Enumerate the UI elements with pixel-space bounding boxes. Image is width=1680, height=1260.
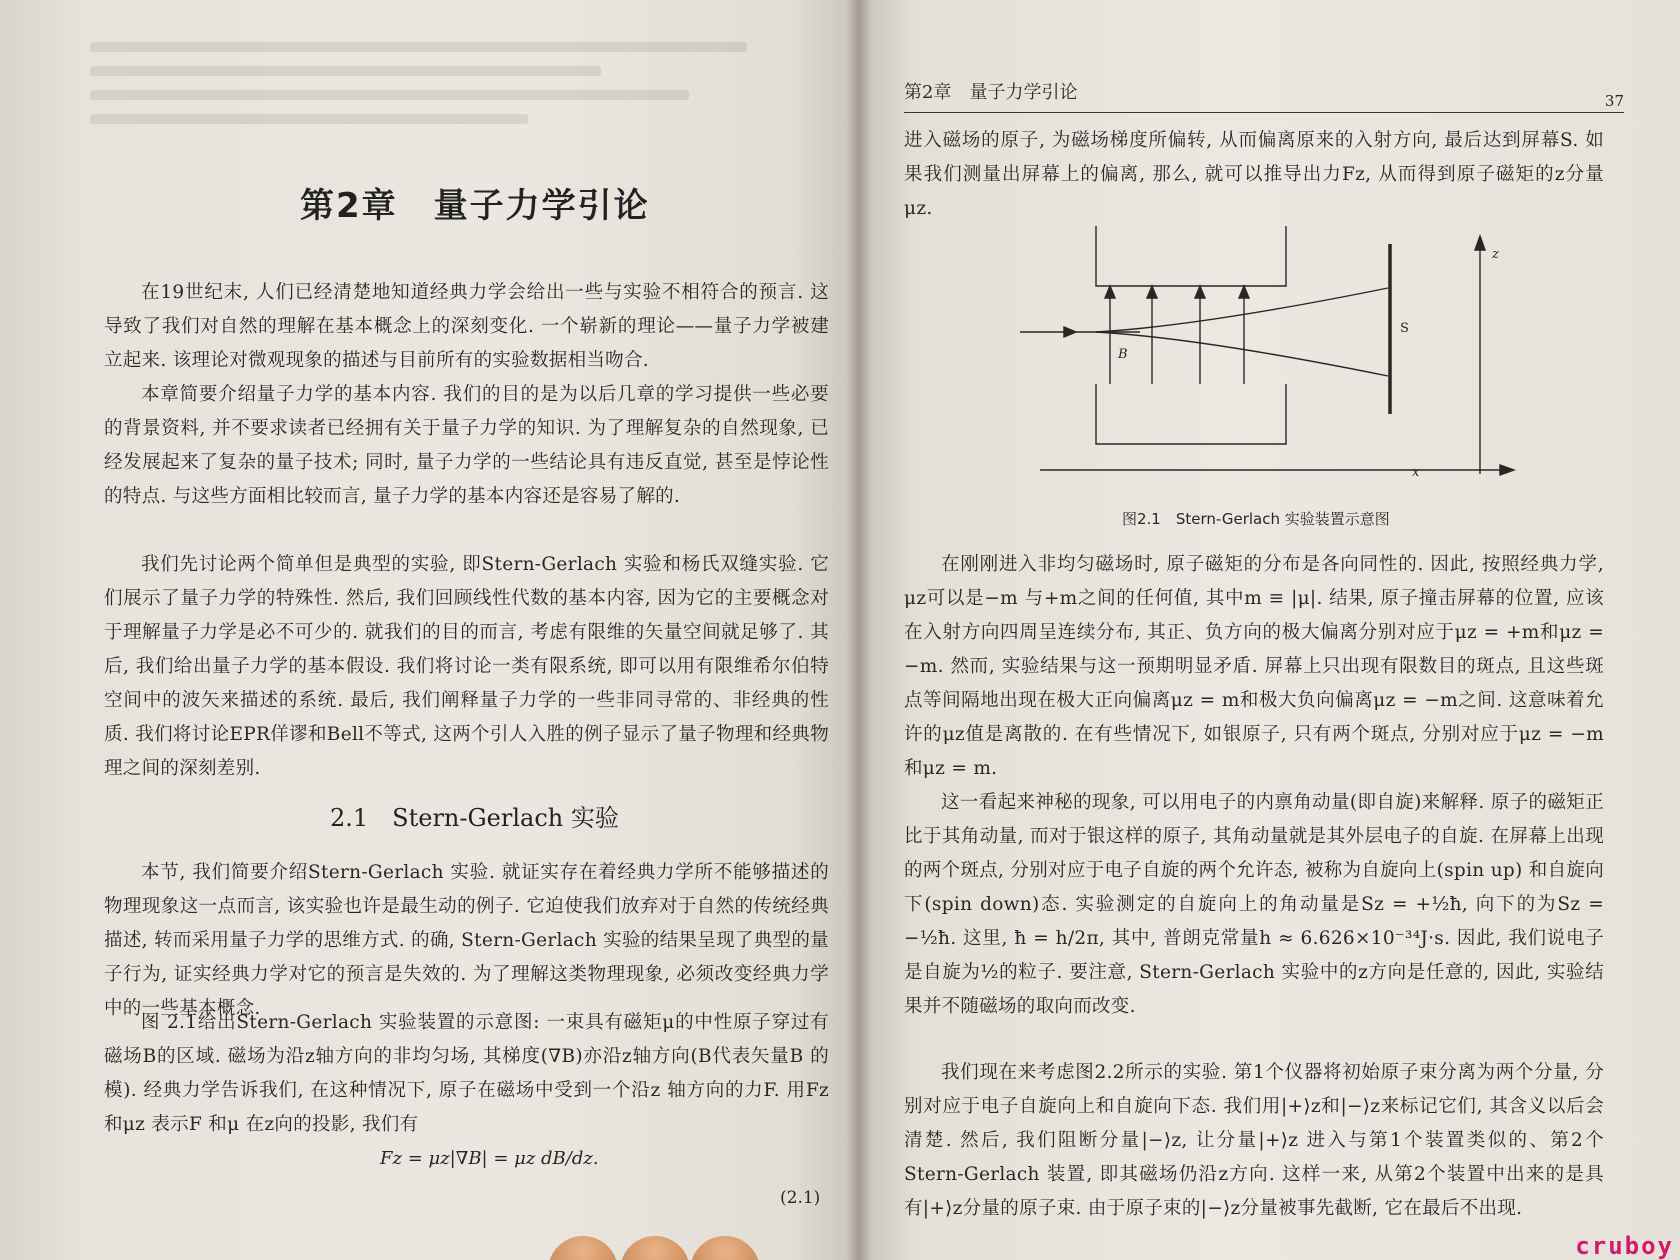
finger-tip	[548, 1236, 618, 1260]
paragraph-section-intro: 本节, 我们简要介绍Stern-Gerlach 实验. 就证实存在着经典力学所不能够描述的物理现象这一点而言, 该实验也许是最生动的例子. 它迫使我们放弃对于自然的传统经典描述, 转而采用量子力学的思维方式. 的确, Stern-Gerlach 实验的结果呈现了典型的量子行为, 证实经典力学对它的预言是失效的. 为了理解这类物理现象, 必须改变经典力学中的一些基本概念.	[104, 862, 829, 1019]
watermark: cruboy	[1575, 1232, 1674, 1260]
book-spine-gutter	[846, 0, 872, 1260]
figure-caption: 图2.1 Stern-Gerlach 实验装置示意图	[1122, 510, 1390, 528]
bleed-through-text	[90, 28, 820, 168]
beam-lower	[1096, 332, 1388, 376]
upper-magnet	[1096, 226, 1286, 286]
paragraph-spin: 这一看起来神秘的现象, 可以用电子的内禀角动量(即自旋)来解释. 原子的磁矩正比于其角动量, 而对于银这样的原子, 其角动量就是其外层电子的自旋. 在屏幕上出现的两个斑点, 分别对应于电子自旋的两个允许态, 被称为自旋向上(spin up) 和自旋向下(spin down)态. 实验测定的自旋向上的角动量是Sz = +½ħ, 向下的为Sz = −½ħ. 这里, ħ = h/2π, 其中, 普朗克常量h ≈ 6.626×10⁻³⁴J·s. 因此, 我们说电子是自旋为½的粒子. 要注意, Stern-Gerlach 实验中的z方向是任意的, 因此, 实验结果并不随磁场的取向而改变.	[904, 792, 1604, 1017]
paragraph-intro: 在19世纪末, 人们已经清楚地知道经典力学会给出一些与实验不相符合的预言. 这导致了我们对自然的理解在基本概念上的深刻变化. 一个崭新的理论——量子力学被建立起来. 该理论对微观现象的描述与目前所有的实验数据相当吻合.	[104, 282, 829, 371]
paragraph-discrete-spots: 在刚刚进入非均匀磁场时, 原子磁矩的分布是各向同性的. 因此, 按照经典力学, μz可以是−m 与+m之间的任何值, 其中m ≡ |μ|. 结果, 原子撞击屏幕的位置, 应该在入射方向四周呈连续分布, 其正、负方向的极大偏离分别对应于μz = +m和μz = −m. 然而, 实验结果与这一预期明显矛盾. 屏幕上只出现有限数目的斑点, 且这些斑点等间隔地出现在极大正向偏离μz = m和极大负向偏离μz = −m之间. 这意味着允许的μz值是离散的. 在有些情况下, 如银原子, 只有两个斑点, 分别对应于μz = −m 和μz = m.	[904, 554, 1604, 779]
paragraph-deflection: 进入磁场的原子, 为磁场梯度所偏转, 从而偏离原来的入射方向, 最后达到屏幕S. 如果我们测量出屏幕上的偏离, 那么, 就可以推导出力Fz, 从而得到原子磁矩的z分量μz.	[904, 130, 1604, 219]
equation: Fz = μz|∇B| = μz dB/dz.	[380, 1148, 599, 1169]
page-number: 37	[1604, 92, 1624, 110]
beam-arrowhead	[1064, 327, 1076, 337]
running-header-title: 第2章 量子力学引论	[904, 82, 1078, 103]
section-title: 2.1 Stern-Gerlach 实验	[330, 804, 619, 832]
stern-gerlach-figure	[1000, 224, 1520, 484]
finger-tip	[620, 1236, 690, 1260]
paragraph-figure-description: 图 2.1给出Stern-Gerlach 实验装置的示意图: 一束具有磁矩μ的中性原子穿过有磁场B的区域. 磁场为沿z轴方向的非均匀场, 其梯度(∇B)亦沿z轴方向(B代表矢量B 的模). 经典力学告诉我们, 在这种情况下, 原子在磁场中受到一个沿z 轴方向的力F. 用Fz 和μz 表示F 和μ 在z向的投影, 我们有	[104, 1012, 829, 1135]
equation-number: (2.1)	[780, 1188, 821, 1208]
label-z: z	[1492, 247, 1499, 262]
finger-tip	[690, 1236, 760, 1260]
paragraph-chapter-overview: 本章简要介绍量子力学的基本内容. 我们的目的是为以后几章的学习提供一些必要的背景资料, 并不要求读者已经拥有关于量子力学的知识. 为了理解复杂的自然现象, 已经发展起来了复杂的量子技术; 同时, 量子力学的一些结论具有违反直觉, 甚至是悖论性的特点. 与这些方面相比较而言, 量子力学的基本内容还是容易了解的.	[104, 384, 829, 507]
label-x: x	[1412, 465, 1420, 480]
paragraph-sequential-experiment: 我们现在来考虑图2.2所示的实验. 第1个仪器将初始原子束分离为两个分量, 分别对应于电子自旋向上和自旋向下态. 我们用|+⟩z和|−⟩z来标记它们, 其含义以后会清楚. 然后, 我们阻断分量|−⟩z, 让分量|+⟩z 进入与第1个装置类似的、第2个 Stern-Gerlach 装置, 即其磁场仍沿z方向. 这样一来, 从第2个装置中出来的是具有|+⟩z分量的原子束. 由于原子束的|−⟩z分量被事先截断, 它在最后不出现.	[904, 1062, 1604, 1219]
label-B: B	[1118, 347, 1128, 362]
lower-magnet	[1096, 384, 1286, 444]
chapter-title: 第2章 量子力学引论	[300, 186, 650, 226]
running-header	[904, 78, 1624, 113]
label-S: S	[1400, 321, 1409, 336]
paragraph-chapter-plan: 我们先讨论两个简单但是典型的实验, 即Stern-Gerlach 实验和杨氏双缝实验. 它们展示了量子力学的特殊性. 然后, 我们回顾线性代数的基本内容, 因为它的主要概念对于理解量子力学是必不可少的. 就我们的目的而言, 考虑有限维的矢量空间就足够了. 其后, 我们给出量子力学的基本假设. 我们将讨论一类有限系统, 即可以用有限维希尔伯特空间中的波矢来描述的系统. 最后, 我们阐释量子力学的一些非同寻常的、非经典的性质. 我们将讨论EPR佯谬和Bell不等式, 这两个引人入胜的例子显示了量子物理和经典物理之间的深刻差别.	[104, 554, 829, 779]
